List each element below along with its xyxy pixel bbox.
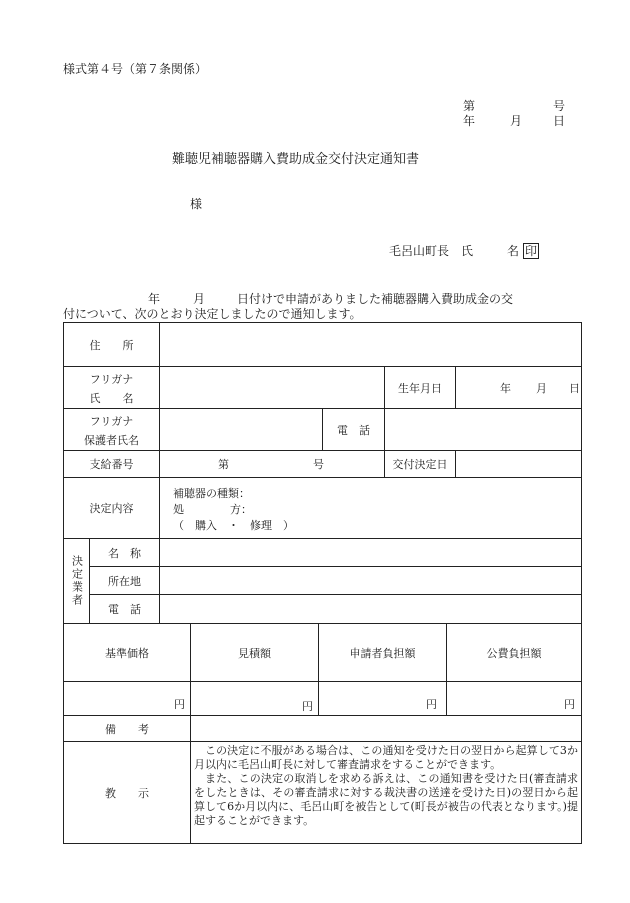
label-vendor-location: 所在地 bbox=[108, 574, 141, 588]
instruction-paragraph-2: また、この決定の取消しを求める訴えは、この通知書を受けた日(審査請求をしたときは、その審査請求に対する裁決書の送達を受けた日)の翌日から起算して6か月以内に、毛呂山町を被告として(町長が被告の代表となります。)提起することができます。 bbox=[194, 772, 578, 827]
address-field[interactable] bbox=[160, 323, 581, 366]
name-field[interactable] bbox=[160, 367, 384, 408]
label-decision: 決定内容 bbox=[89, 502, 134, 515]
yen-unit: 円 bbox=[426, 698, 437, 711]
intro-line2: 付について、次のとおり決定しましたので通知します。 bbox=[63, 307, 362, 321]
instruction-paragraph-1: この決定に不服がある場合は、この通知を受けた日の翌日から起算して3か月以内に毛呂山町長に対して審査請求をすることができます。 bbox=[194, 744, 578, 771]
document-title: 難聴児補聴器購入費助成金交付決定通知書 bbox=[172, 152, 420, 167]
label-applicant-share: 申請者負担額 bbox=[349, 646, 416, 660]
intro-month: 月 bbox=[193, 292, 206, 306]
label-vendor-phone: 電 話 bbox=[108, 603, 141, 616]
issuer-name-label-2: 名 bbox=[507, 244, 520, 258]
date-year: 年 bbox=[463, 114, 476, 128]
payment-number-prefix: 第 bbox=[218, 458, 229, 471]
prescription-label-2: 方： bbox=[230, 503, 252, 516]
label-standard-price: 基準価格 bbox=[105, 646, 149, 660]
label-grant-date: 交付決定日 bbox=[392, 458, 448, 471]
intro-line1: 日付けで申請がありました補聴器購入費助成金の交 bbox=[237, 292, 514, 306]
standard-price-field[interactable] bbox=[64, 696, 185, 712]
label-instruction: 教 示 bbox=[105, 786, 149, 800]
addressee-suffix: 様 bbox=[190, 197, 203, 211]
label-name: 氏 名 bbox=[89, 391, 134, 405]
table-border bbox=[581, 322, 582, 844]
date-day: 日 bbox=[553, 114, 566, 128]
label-guardian-name: 保護者氏名 bbox=[84, 433, 139, 447]
purchase-repair-option[interactable]: （ 購入 ・ 修理 ） bbox=[173, 519, 294, 532]
doc-number-suffix: 号 bbox=[553, 99, 566, 113]
issuer-name-label-1: 氏 bbox=[461, 244, 474, 258]
intro-year: 年 bbox=[148, 292, 161, 306]
form-number: 様式第４号（第７条関係） bbox=[63, 62, 208, 76]
public-share-field[interactable] bbox=[447, 696, 575, 712]
birth-day: 日 bbox=[569, 381, 580, 395]
remarks-field[interactable] bbox=[191, 716, 581, 741]
estimate-field[interactable] bbox=[191, 698, 313, 714]
issuer bbox=[389, 242, 539, 259]
guardian-name-field[interactable] bbox=[160, 409, 322, 450]
instruction-text bbox=[194, 744, 578, 828]
label-payment-number: 支給番号 bbox=[89, 458, 134, 471]
label-phone: 電 話 bbox=[337, 423, 370, 437]
label-vendor-group: 決定業者 bbox=[70, 555, 84, 607]
label-guardian-furigana: フリガナ bbox=[89, 414, 134, 428]
doc-number-prefix: 第 bbox=[463, 99, 476, 113]
seal-mark: 印 bbox=[525, 244, 538, 258]
label-address: 住 所 bbox=[89, 338, 134, 352]
grant-date-field[interactable] bbox=[456, 451, 581, 477]
label-estimate: 見積額 bbox=[238, 646, 271, 660]
table-border bbox=[63, 843, 582, 844]
date-month: 月 bbox=[510, 114, 523, 128]
label-public-share: 公費負担額 bbox=[486, 646, 542, 660]
vendor-name-field[interactable] bbox=[160, 539, 581, 566]
payment-number-field[interactable] bbox=[160, 451, 384, 477]
label-vendor-name: 名 称 bbox=[108, 546, 141, 560]
birth-month: 月 bbox=[536, 381, 547, 395]
vendor-phone-field[interactable] bbox=[160, 595, 581, 623]
yen-unit: 円 bbox=[174, 698, 185, 711]
yen-unit: 円 bbox=[564, 698, 575, 711]
applicant-share-field[interactable] bbox=[319, 696, 437, 712]
device-type-label: 補聴器の種類： bbox=[173, 487, 250, 500]
birthdate-field[interactable] bbox=[456, 367, 581, 408]
payment-number-suffix: 号 bbox=[313, 458, 324, 471]
vendor-location-field[interactable] bbox=[160, 567, 581, 594]
label-remarks: 備 考 bbox=[105, 722, 149, 736]
row-line bbox=[63, 681, 582, 682]
label-furigana: フリガナ bbox=[89, 372, 134, 386]
issuer-title: 毛呂山町長 bbox=[389, 244, 450, 258]
phone-field[interactable] bbox=[385, 409, 581, 450]
label-birthdate: 生年月日 bbox=[398, 381, 442, 395]
birth-year: 年 bbox=[500, 381, 511, 395]
prescription-label-1: 処 bbox=[173, 503, 184, 516]
yen-unit: 円 bbox=[302, 700, 313, 713]
